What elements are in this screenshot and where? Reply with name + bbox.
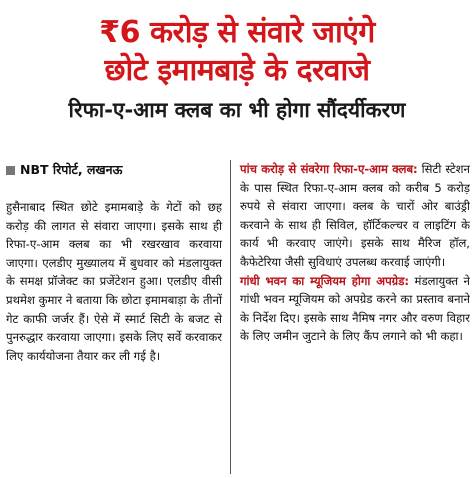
section-rifa-e-aam-lead: पांच करोड़ से संवरेगा रिफा-ए-आम क्लब: — [240, 162, 418, 176]
headline-line-2: छोटे इमामबाड़े के दरवाजे — [104, 53, 370, 88]
section-gandhi-bhawan-text: मंडलायुक्त ने गांधी भवन म्यूजियम को अपग्रेड करने का प्रस्ताव बनाने के निर्देश दिए। इसके साथ नैमिष नगर और वरुण विहार के लिए जमीन जुटाने के लिए कैंप लगाने को भी कहा। — [240, 273, 470, 344]
subheadline: रिफा-ए-आम क्लब का भी होगा सौंदर्यीकरण — [68, 98, 406, 122]
square-bullet-icon — [6, 166, 15, 175]
byline-text: NBT रिपोर्ट, लखनऊ — [20, 162, 123, 177]
section-rifa-e-aam — [240, 160, 470, 272]
right-column — [230, 160, 470, 474]
byline — [6, 160, 222, 180]
left-column-body: हुसैनाबाद स्थित छोटे इमामबाड़े के गेटों को छह करोड़ की लागत से संवारा जाएगा। इसके साथ ही रिफा-ए-आम क्लब का भी रखरखाव करवाया जाएगा। एलडीए मुख्यालय में बुधवार को मंडलायुक्त के समक्ष प्रॉजेक्ट का प्रजेंटेशन हुआ। एलडीए वीसी प्रथमेश कुमार ने बताया कि छोटा इमामबाड़ा के तीनों गेट काफी जर्जर हैं। ऐसे में स्मार्ट सिटी के बजट से पुनरुद्धार करवाया जाएगा। इसके लिए सर्वे करवाकर लिए कार्ययोजना तैयार कर ली गई है। — [6, 200, 222, 363]
section-gandhi-bhawan-lead: गांधी भवन का म्यूजियम होगा अपग्रेड: — [240, 273, 410, 288]
article-columns — [6, 160, 470, 474]
section-rifa-e-aam-text: सिटी स्टेशन के पास स्थित रिफा-ए-आम क्लब को करीब 5 करोड़ रुपये से संवारा जाएगा। क्लब के चारों ओर बाउंड्री करवाने के साथ ही सिविल, हॉर्टिकल्चर व लाइटिंग के कार्य भी करवाए जाएंगे। इसके साथ मैरिज हॉल, कैफेटेरिया जैसी सुविधाएं उपलब्ध करवाई जाएंगी। — [240, 162, 470, 269]
left-column — [6, 160, 230, 474]
section-gandhi-bhawan — [240, 272, 470, 346]
headline-line-1: ₹6 करोड़ से संवारे जाएंगे — [99, 15, 375, 50]
